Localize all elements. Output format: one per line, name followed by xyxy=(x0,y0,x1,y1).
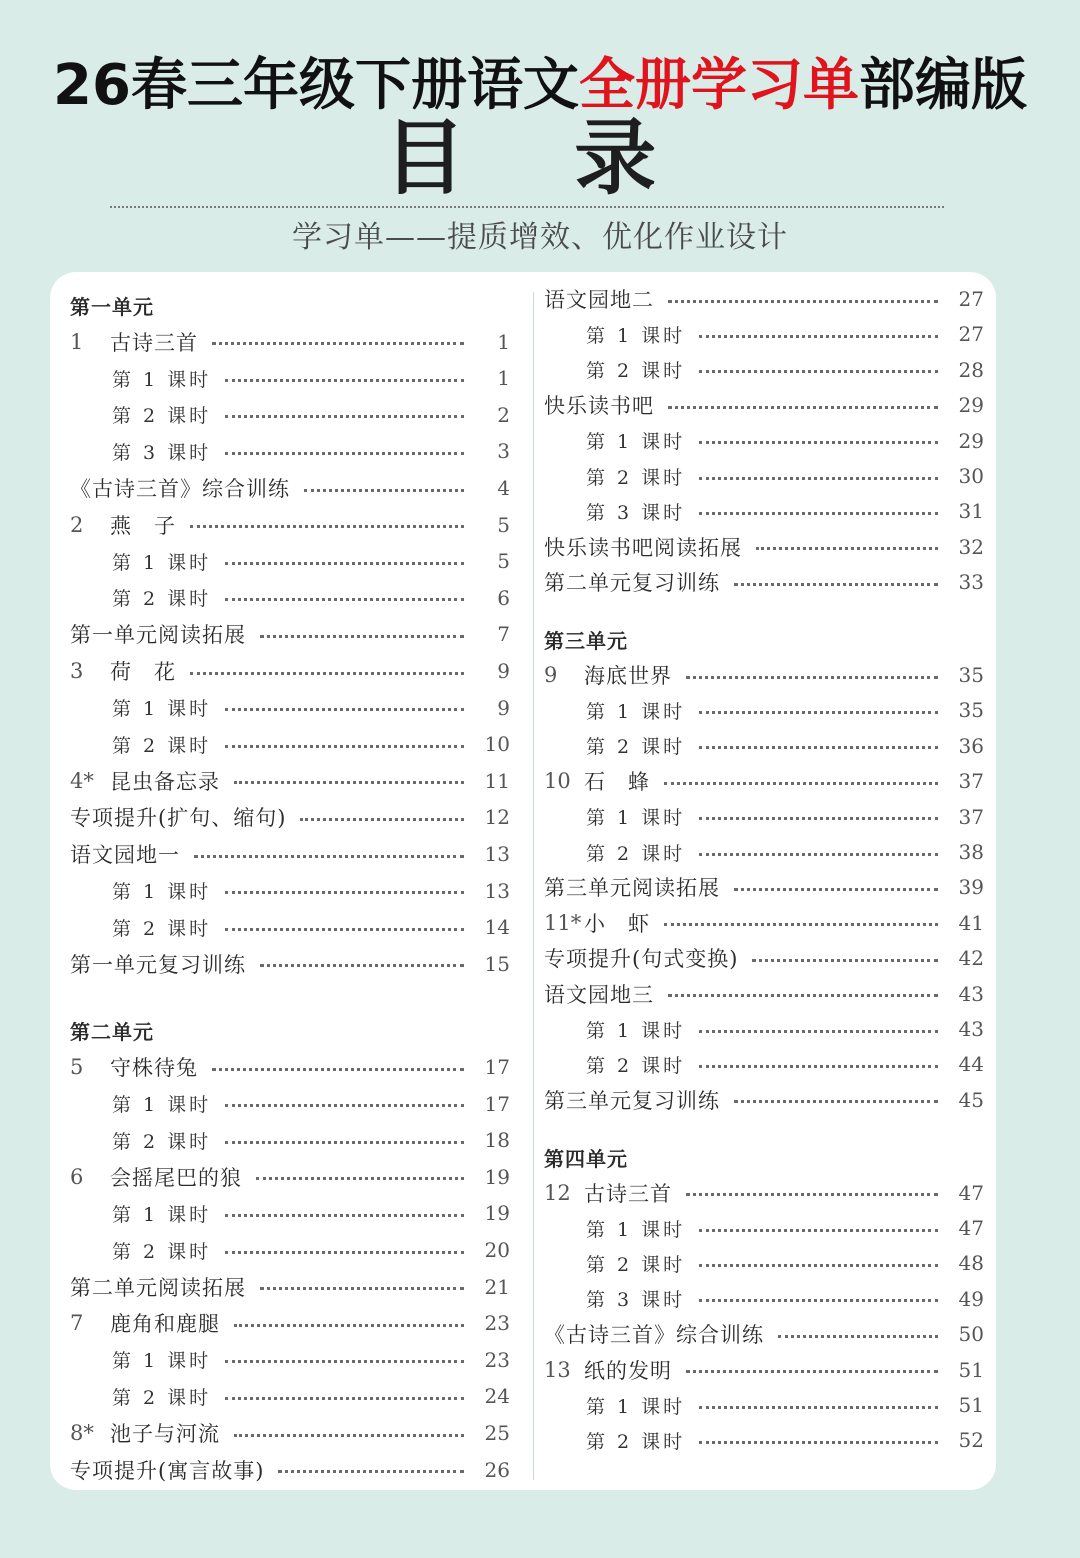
toc-entry-label: 鹿角和鹿腿 xyxy=(110,1312,220,1337)
toc-page-number: 50 xyxy=(958,1322,984,1347)
toc-lesson-number: 1 xyxy=(70,329,84,354)
toc-entry[interactable] xyxy=(70,508,510,542)
toc-dot-leader xyxy=(260,1287,464,1290)
toc-page-number: 24 xyxy=(484,1384,510,1409)
toc-page-number: 30 xyxy=(958,464,984,488)
toc-entry[interactable] xyxy=(544,530,984,564)
toc-entry-label: 专项提升(句式变换) xyxy=(544,947,739,972)
toc-entry-label: 第一单元阅读拓展 xyxy=(70,623,246,648)
toc-entry[interactable] xyxy=(70,325,510,359)
toc-unit-heading xyxy=(544,623,984,657)
toc-dot-leader xyxy=(225,415,464,418)
toc-page-number: 7 xyxy=(497,622,510,647)
toc-entry-label: 昆虫备忘录 xyxy=(110,769,220,794)
toc-entry-label: 第 1 课时 xyxy=(586,700,686,723)
toc-page-number: 31 xyxy=(958,499,984,524)
toc-entry[interactable] xyxy=(70,398,510,432)
toc-lesson-number: 3 xyxy=(70,659,84,683)
toc-entry[interactable] xyxy=(70,800,510,834)
toc-page-number: 17 xyxy=(484,1091,510,1116)
toc-entry[interactable] xyxy=(70,361,510,395)
toc-dot-leader xyxy=(225,1251,464,1254)
toc-dot-leader xyxy=(699,441,938,444)
toc-entry-label: 第 1 课时 xyxy=(112,881,212,904)
toc-page-number: 27 xyxy=(958,322,984,347)
toc-page-number: 4 xyxy=(497,476,510,500)
toc-page-number: 6 xyxy=(497,585,510,610)
toc-page-number: 26 xyxy=(484,1457,510,1482)
toc-dot-leader xyxy=(699,477,938,480)
toc-lesson-number: 7 xyxy=(70,1311,84,1336)
toc-page-number: 27 xyxy=(958,287,984,311)
toc-lesson-number: 12 xyxy=(544,1180,571,1205)
toc-page-number: 14 xyxy=(484,915,510,940)
toc-entry-label: 专项提升(扩句、缩句) xyxy=(70,806,287,831)
toc-unit-heading xyxy=(544,1140,984,1174)
toc-entry[interactable] xyxy=(70,434,510,468)
toc-dot-leader xyxy=(734,888,938,891)
toc-entry-label: 池子与河流 xyxy=(110,1422,220,1446)
toc-entry[interactable] xyxy=(544,565,984,599)
toc-entry-label: 小 虾 xyxy=(584,911,650,936)
toc-entry[interactable] xyxy=(70,1160,510,1194)
toc-entry[interactable] xyxy=(544,1047,984,1081)
title-divider xyxy=(110,206,944,208)
toc-page-number: 42 xyxy=(958,946,984,971)
toc-dot-leader xyxy=(190,525,464,528)
toc-entry-label: 第 1 课时 xyxy=(112,1094,212,1117)
banner-title-prefix: 26春三年级下册语文 xyxy=(53,53,579,118)
toc-entry-label: 第一单元 xyxy=(70,294,154,319)
toc-entry[interactable] xyxy=(544,317,984,351)
toc-dot-leader xyxy=(225,1360,464,1363)
toc-page-number: 45 xyxy=(958,1087,984,1112)
toc-page-number: 37 xyxy=(958,804,984,829)
toc-entry-label: 第 2 课时 xyxy=(112,588,212,611)
toc-entry-label: 燕 子 xyxy=(110,513,176,538)
toc-entry-label: 第 3 课时 xyxy=(586,501,686,524)
toc-dot-leader xyxy=(278,1470,464,1473)
toc-dot-leader xyxy=(699,1030,938,1033)
toc-entry[interactable] xyxy=(544,282,984,316)
toc-entry[interactable] xyxy=(70,874,510,908)
toc-page-number: 29 xyxy=(958,393,984,418)
toc-page-number: 39 xyxy=(958,875,984,900)
toc-dot-leader xyxy=(664,782,938,785)
toc-entry[interactable] xyxy=(70,837,510,871)
toc-entry-label: 第 1 课时 xyxy=(112,1203,212,1226)
toc-entry-label: 快乐读书吧阅读拓展 xyxy=(544,535,742,560)
toc-page-number: 49 xyxy=(958,1286,984,1311)
toc-entry-label: 第 1 课时 xyxy=(112,698,212,721)
toc-page-number: 20 xyxy=(484,1238,510,1262)
toc-page-number: 17 xyxy=(484,1055,510,1079)
toc-dot-leader xyxy=(699,1299,938,1302)
toc-dot-leader xyxy=(699,335,938,338)
toc-entry-label: 第 3 课时 xyxy=(586,1289,686,1312)
toc-dot-leader xyxy=(225,708,464,711)
toc-entry[interactable] xyxy=(544,977,984,1011)
toc-page-number: 23 xyxy=(484,1311,510,1336)
toc-entry[interactable] xyxy=(70,1306,510,1340)
toc-dot-leader xyxy=(734,583,938,586)
toc-entry-label: 第 1 课时 xyxy=(586,324,686,347)
toc-dot-leader xyxy=(664,923,938,926)
toc-entry-label: 第 2 课时 xyxy=(586,736,686,759)
toc-entry-label: 专项提升(寓言故事) xyxy=(70,1458,265,1483)
toc-entry[interactable] xyxy=(544,388,984,422)
toc-entry-label: 古诗三首 xyxy=(110,330,198,355)
toc-entry[interactable] xyxy=(544,658,984,692)
toc-dot-leader xyxy=(225,379,464,382)
toc-page-number: 47 xyxy=(958,1216,984,1240)
toc-entry-label: 守株待兔 xyxy=(110,1056,198,1080)
toc-dot-leader xyxy=(234,781,464,784)
toc-entry[interactable] xyxy=(544,459,984,493)
toc-entry-label: 第 1 课时 xyxy=(112,1350,212,1373)
toc-entry-label: 第 2 课时 xyxy=(586,1054,686,1077)
toc-page-number: 3 xyxy=(497,439,510,464)
toc-dot-leader xyxy=(212,342,464,345)
toc-entry[interactable] xyxy=(544,941,984,975)
toc-page-number: 19 xyxy=(484,1201,510,1226)
toc-page-number: 5 xyxy=(497,549,510,574)
toc-entry[interactable] xyxy=(70,1453,510,1487)
banner-title-highlight: 全册学习单 xyxy=(578,53,859,118)
toc-page-number: 32 xyxy=(958,534,984,559)
toc-lesson-number: 9 xyxy=(544,663,558,687)
page-title: 目 录 xyxy=(383,110,697,206)
toc-lesson-number: 10 xyxy=(544,769,571,794)
toc-page-number: 12 xyxy=(484,805,510,830)
toc-dot-leader xyxy=(699,746,938,749)
toc-page-number: 19 xyxy=(484,1164,510,1189)
toc-dot-leader xyxy=(699,1229,938,1232)
toc-entry[interactable] xyxy=(70,617,510,651)
toc-entry-label: 语文园地二 xyxy=(544,288,654,312)
toc-dot-leader xyxy=(734,1100,938,1103)
toc-entry[interactable] xyxy=(544,1423,984,1457)
toc-dot-leader xyxy=(212,1068,464,1071)
toc-entry-label: 第 2 课时 xyxy=(112,1240,212,1263)
toc-dot-leader xyxy=(686,1193,938,1196)
toc-page-number: 5 xyxy=(497,512,510,537)
toc-entry[interactable] xyxy=(544,1176,984,1210)
toc-page-number: 44 xyxy=(958,1052,984,1077)
toc-entry[interactable] xyxy=(70,1343,510,1377)
toc-dot-leader xyxy=(225,891,464,894)
toc-dot-leader xyxy=(225,1141,464,1144)
toc-page-number: 25 xyxy=(484,1421,510,1445)
toc-entry[interactable] xyxy=(70,1087,510,1121)
toc-entry-label: 第二单元 xyxy=(70,1019,154,1044)
toc-entry[interactable] xyxy=(70,1196,510,1230)
toc-dot-leader xyxy=(699,817,938,820)
toc-dot-leader xyxy=(225,928,464,931)
toc-unit-heading xyxy=(70,288,510,322)
toc-entry[interactable] xyxy=(70,1233,510,1267)
toc-entry-label: 第 1 课时 xyxy=(112,368,212,391)
toc-page-number: 43 xyxy=(958,1017,984,1041)
toc-page-number: 51 xyxy=(958,1357,984,1382)
banner-title-suffix: 部编版 xyxy=(858,53,1027,118)
toc-page-number: 11 xyxy=(484,768,510,793)
toc-entry-label: 第 2 课时 xyxy=(112,917,212,940)
toc-entry-label: 第 2 课时 xyxy=(586,360,686,383)
toc-entry-label: 第四单元 xyxy=(544,1146,628,1171)
toc-page-number: 28 xyxy=(958,357,984,382)
toc-entry[interactable] xyxy=(70,691,510,725)
toc-dot-leader xyxy=(752,959,938,962)
toc-page-number: 21 xyxy=(484,1274,510,1299)
toc-entry[interactable] xyxy=(544,1083,984,1117)
toc-lesson-number: 2 xyxy=(70,512,84,537)
toc-entry[interactable] xyxy=(70,654,510,688)
toc-lesson-number: 6 xyxy=(70,1164,84,1189)
toc-page-number: 43 xyxy=(958,981,984,1006)
toc-dot-leader xyxy=(699,853,938,856)
toc-page-number: 23 xyxy=(484,1347,510,1372)
toc-entry-label: 古诗三首 xyxy=(584,1181,672,1206)
toc-entry[interactable] xyxy=(544,1317,984,1351)
toc-page-number: 51 xyxy=(958,1393,984,1417)
toc-entry-label: 第二单元阅读拓展 xyxy=(70,1275,246,1300)
toc-entry[interactable] xyxy=(70,1050,510,1084)
toc-entry[interactable] xyxy=(544,835,984,869)
toc-entry[interactable] xyxy=(70,764,510,798)
toc-page-number: 15 xyxy=(484,951,510,976)
column-divider xyxy=(533,292,534,1480)
toc-page-number: 13 xyxy=(484,842,510,866)
toc-dot-leader xyxy=(699,1065,938,1068)
toc-dot-leader xyxy=(304,489,464,492)
toc-entry-label: 荷 花 xyxy=(110,660,176,684)
toc-dot-leader xyxy=(668,300,938,303)
toc-lesson-number: 4* xyxy=(70,768,94,793)
toc-entry[interactable] xyxy=(544,1211,984,1245)
toc-dot-leader xyxy=(225,1397,464,1400)
toc-entry-label: 第 1 课时 xyxy=(586,431,686,454)
toc-dot-leader xyxy=(668,406,938,409)
toc-entry[interactable] xyxy=(544,693,984,727)
toc-dot-leader xyxy=(699,1441,938,1444)
toc-entry[interactable] xyxy=(544,729,984,763)
toc-entry[interactable] xyxy=(544,424,984,458)
toc-entry[interactable] xyxy=(70,544,510,578)
toc-page-number: 41 xyxy=(958,910,984,935)
toc-entry[interactable] xyxy=(544,1282,984,1316)
toc-lesson-number: 13 xyxy=(544,1357,571,1382)
toc-page-number: 10 xyxy=(484,732,510,757)
toc-page-number: 1 xyxy=(497,329,510,354)
toc-entry-label: 第 2 课时 xyxy=(112,734,212,757)
toc-entry[interactable] xyxy=(70,1270,510,1304)
toc-dot-leader xyxy=(225,1104,464,1107)
toc-entry-label: 第 2 课时 xyxy=(112,1386,212,1409)
toc-page-number: 37 xyxy=(958,769,984,794)
toc-entry-label: 第二单元复习训练 xyxy=(544,571,720,596)
toc-page-number: 36 xyxy=(958,733,984,758)
toc-entry-label: 第 2 课时 xyxy=(586,1253,686,1276)
toc-dot-leader xyxy=(686,1370,938,1373)
toc-dot-leader xyxy=(699,512,938,515)
toc-entry-label: 第 3 课时 xyxy=(112,441,212,464)
toc-entry-label: 第 2 课时 xyxy=(586,1430,686,1453)
toc-entry-label: 第三单元复习训练 xyxy=(544,1088,720,1113)
toc-page-number: 1 xyxy=(497,366,510,391)
toc-entry-label: 第 1 课时 xyxy=(586,1395,686,1418)
toc-entry[interactable] xyxy=(544,800,984,834)
toc-page-number: 9 xyxy=(497,695,510,720)
toc-dot-leader xyxy=(234,1434,464,1437)
toc-entry-label: 海底世界 xyxy=(584,664,672,688)
toc-dot-leader xyxy=(225,745,464,748)
toc-lesson-number: 11* xyxy=(544,910,582,935)
toc-entry[interactable] xyxy=(544,1012,984,1046)
toc-dot-leader xyxy=(225,1214,464,1217)
toc-entry[interactable] xyxy=(70,581,510,615)
toc-entry[interactable] xyxy=(70,947,510,981)
toc-page-number: 9 xyxy=(497,659,510,683)
toc-entry[interactable] xyxy=(544,764,984,798)
toc-entry-label: 石 蜂 xyxy=(584,770,650,795)
toc-dot-leader xyxy=(234,1324,464,1327)
toc-entry-label: 第三单元阅读拓展 xyxy=(544,876,720,901)
toc-entry[interactable] xyxy=(544,494,984,528)
toc-dot-leader xyxy=(699,711,938,714)
toc-page-number: 47 xyxy=(958,1180,984,1205)
toc-page-number: 35 xyxy=(958,663,984,687)
toc-dot-leader xyxy=(756,547,938,550)
toc-dot-leader xyxy=(225,452,464,455)
toc-dot-leader xyxy=(194,855,464,858)
toc-page-number: 33 xyxy=(958,570,984,595)
toc-entry[interactable] xyxy=(544,906,984,940)
toc-entry-label: 语文园地一 xyxy=(70,843,180,867)
toc-entry-label: 第 2 课时 xyxy=(112,1130,212,1153)
toc-entry[interactable] xyxy=(70,910,510,944)
toc-page-number: 38 xyxy=(958,840,984,864)
toc-entry[interactable] xyxy=(544,1246,984,1280)
toc-dot-leader xyxy=(260,964,464,967)
toc-entry[interactable] xyxy=(70,1123,510,1157)
toc-entry[interactable] xyxy=(70,1379,510,1413)
toc-page-number: 2 xyxy=(497,402,510,427)
toc-entry-label: 第一单元复习训练 xyxy=(70,952,246,977)
toc-entry-label: 会摇尾巴的狼 xyxy=(110,1165,242,1190)
toc-dot-leader xyxy=(225,562,464,565)
toc-page-number: 13 xyxy=(484,878,510,903)
toc-page-number: 18 xyxy=(484,1128,510,1153)
toc-entry-label: 第 1 课时 xyxy=(586,807,686,830)
toc-entry-label: 第 2 课时 xyxy=(586,842,686,865)
toc-dot-leader xyxy=(225,598,464,601)
toc-dot-leader xyxy=(260,635,464,638)
toc-entry[interactable] xyxy=(70,1416,510,1450)
toc-page-number: 29 xyxy=(958,428,984,453)
toc-dot-leader xyxy=(699,1264,938,1267)
toc-entry-label: 第 2 课时 xyxy=(586,466,686,489)
toc-dot-leader xyxy=(699,370,938,373)
toc-entry-label: 第 1 课时 xyxy=(586,1019,686,1042)
page-subtitle: 学习单——提质增效、优化作业设计 xyxy=(292,220,788,255)
toc-entry[interactable] xyxy=(544,1353,984,1387)
toc-entry-label: 第 1 课时 xyxy=(112,551,212,574)
toc-lesson-number: 5 xyxy=(70,1055,84,1079)
toc-dot-leader xyxy=(256,1177,464,1180)
toc-entry-label: 纸的发明 xyxy=(584,1358,672,1383)
toc-entry[interactable] xyxy=(544,353,984,387)
toc-entry-label: 快乐读书吧 xyxy=(544,394,654,419)
toc-entry-label: 第 2 课时 xyxy=(112,405,212,428)
toc-page-number: 48 xyxy=(958,1251,984,1276)
toc-dot-leader xyxy=(300,818,464,821)
toc-entry-label: 《古诗三首》综合训练 xyxy=(544,1323,764,1348)
toc-unit-heading xyxy=(70,1013,510,1047)
toc-dot-leader xyxy=(778,1335,938,1338)
toc-entry-label: 第三单元 xyxy=(544,629,628,654)
toc-dot-leader xyxy=(668,994,938,997)
toc-dot-leader xyxy=(686,676,938,679)
toc-entry-label: 《古诗三首》综合训练 xyxy=(70,477,290,501)
toc-page-number: 52 xyxy=(958,1428,984,1453)
toc-entry-label: 第 1 课时 xyxy=(586,1218,686,1241)
toc-entry[interactable] xyxy=(70,727,510,761)
toc-entry[interactable] xyxy=(544,870,984,904)
toc-page-number: 35 xyxy=(958,698,984,723)
toc-lesson-number: 8* xyxy=(70,1421,94,1445)
toc-entry[interactable] xyxy=(70,471,510,505)
toc-entry-label: 语文园地三 xyxy=(544,982,654,1007)
toc-dot-leader xyxy=(699,1406,938,1409)
toc-dot-leader xyxy=(190,672,464,675)
toc-entry[interactable] xyxy=(544,1388,984,1422)
